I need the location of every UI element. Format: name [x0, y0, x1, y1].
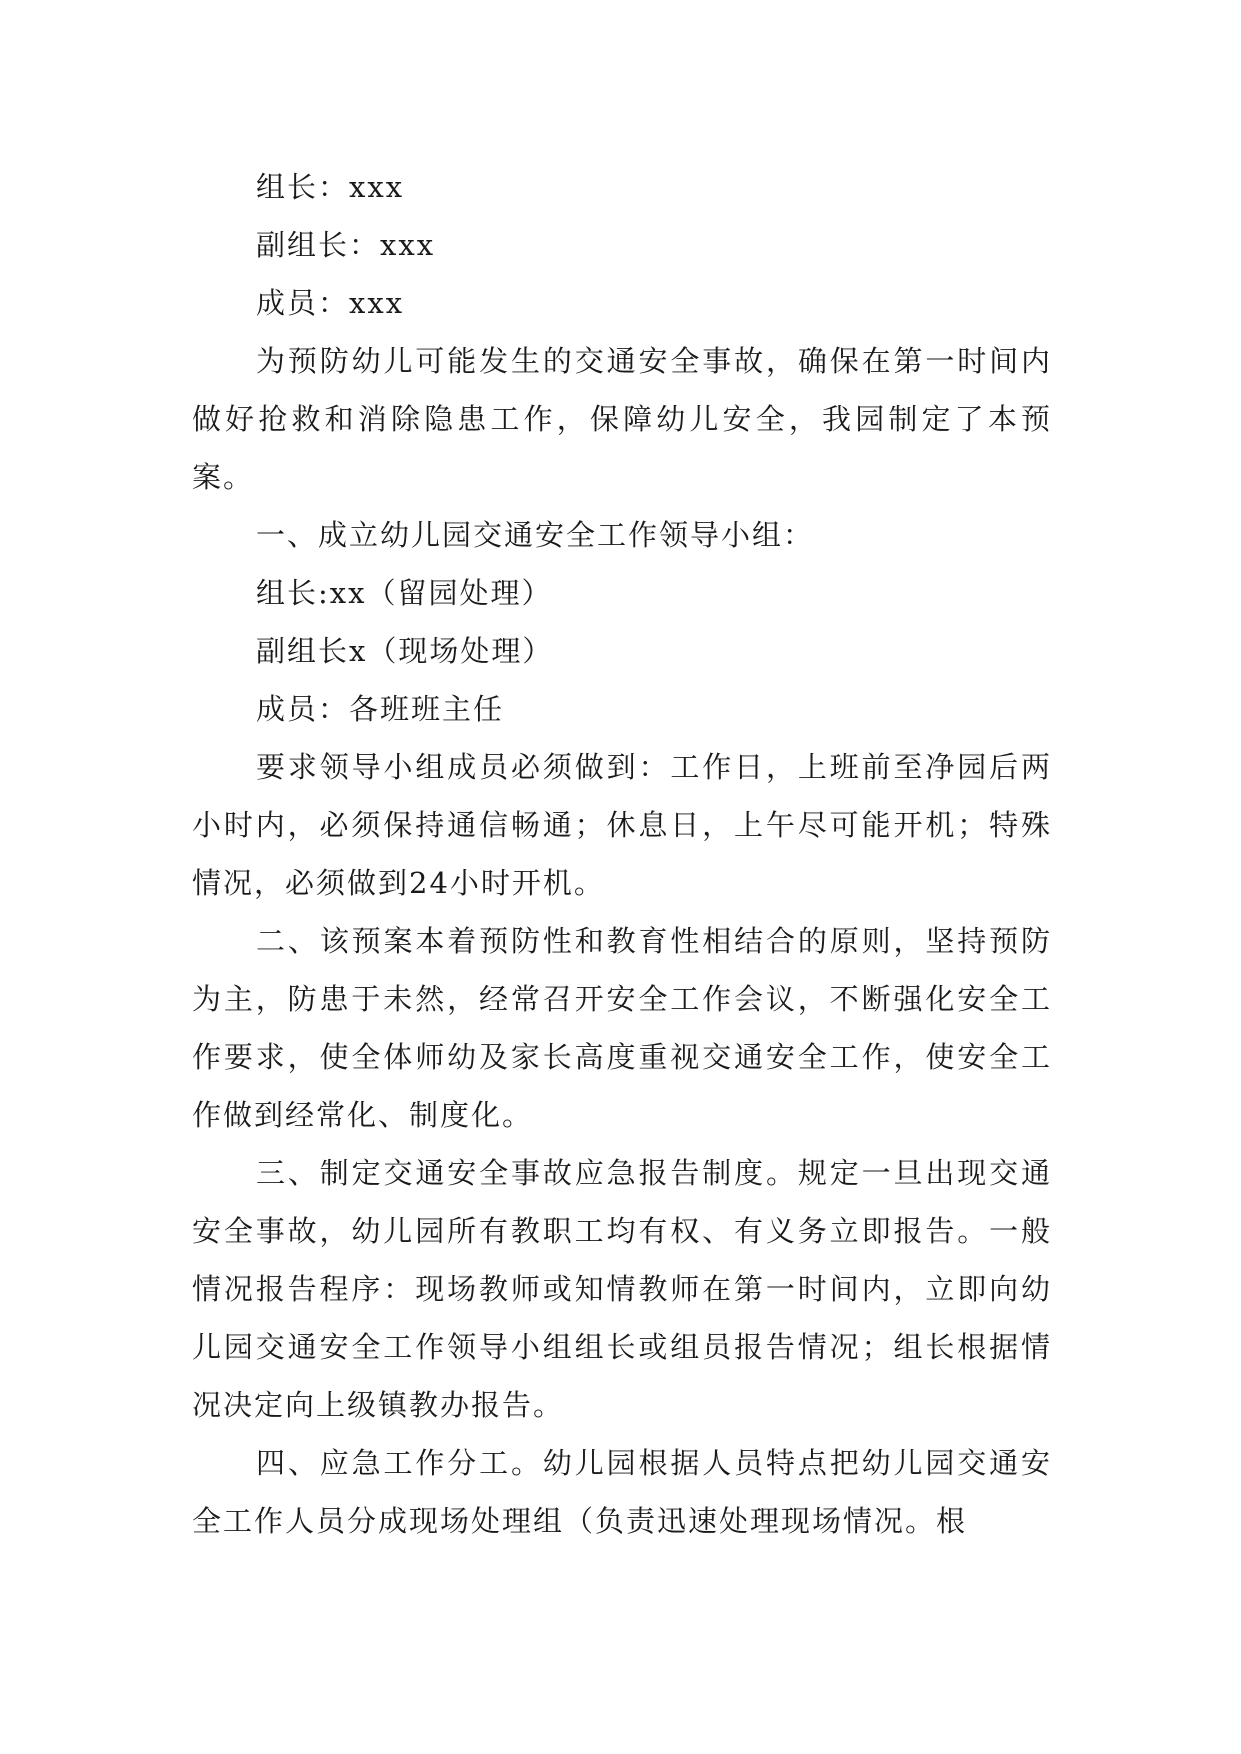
paragraph-intro: 为预防幼儿可能发生的交通安全事故，确保在第一时间内做好抢救和消除隐患工作，保障幼儿安全，我园制定了本预案。: [192, 344, 1052, 494]
paragraph-deputy-leader: 副组长：xxx: [256, 228, 436, 262]
document-body: [192, 158, 1052, 1550]
paragraph-section-2: 二、该预案本着预防性和教育性相结合的原则，坚持预防为主，防患于未然，经常召开安全工作会议，不断强化安全工作要求，使全体师幼及家长高度重视交通安全工作，使安全工作做到经常化、制度化。: [192, 924, 1052, 1132]
paragraph-section-4: 四、应急工作分工。幼儿园根据人员特点把幼儿园交通安全工作人员分成现场处理组（负责迅速处理现场情况。根: [192, 1446, 1052, 1538]
paragraph-group-deputy: 副组长x（现场处理）: [256, 634, 554, 668]
paragraph-section-3: 三、制定交通安全事故应急报告制度。规定一旦出现交通安全事故，幼儿园所有教职工均有权、有义务立即报告。一般情况报告程序：现场教师或知情教师在第一时间内，立即向幼儿园交通安全工作领导小组组长或组员报告情况；组长根据情况决定向上级镇教办报告。: [192, 1156, 1052, 1422]
paragraph-group-members: 成员：各班班主任: [256, 692, 505, 726]
paragraph-members: 成员：xxx: [256, 286, 405, 320]
paragraph-leader: 组长：xxx: [256, 170, 405, 204]
paragraph-section-1-heading: 一、成立幼儿园交通安全工作领导小组：: [256, 518, 815, 552]
paragraph-requirements: 要求领导小组成员必须做到：工作日，上班前至净园后两小时内，必须保持通信畅通；休息日，上午尽可能开机；特殊情况，必须做到24小时开机。: [192, 750, 1052, 900]
paragraph-group-leader: 组长:xx（留园处理）: [256, 576, 553, 610]
